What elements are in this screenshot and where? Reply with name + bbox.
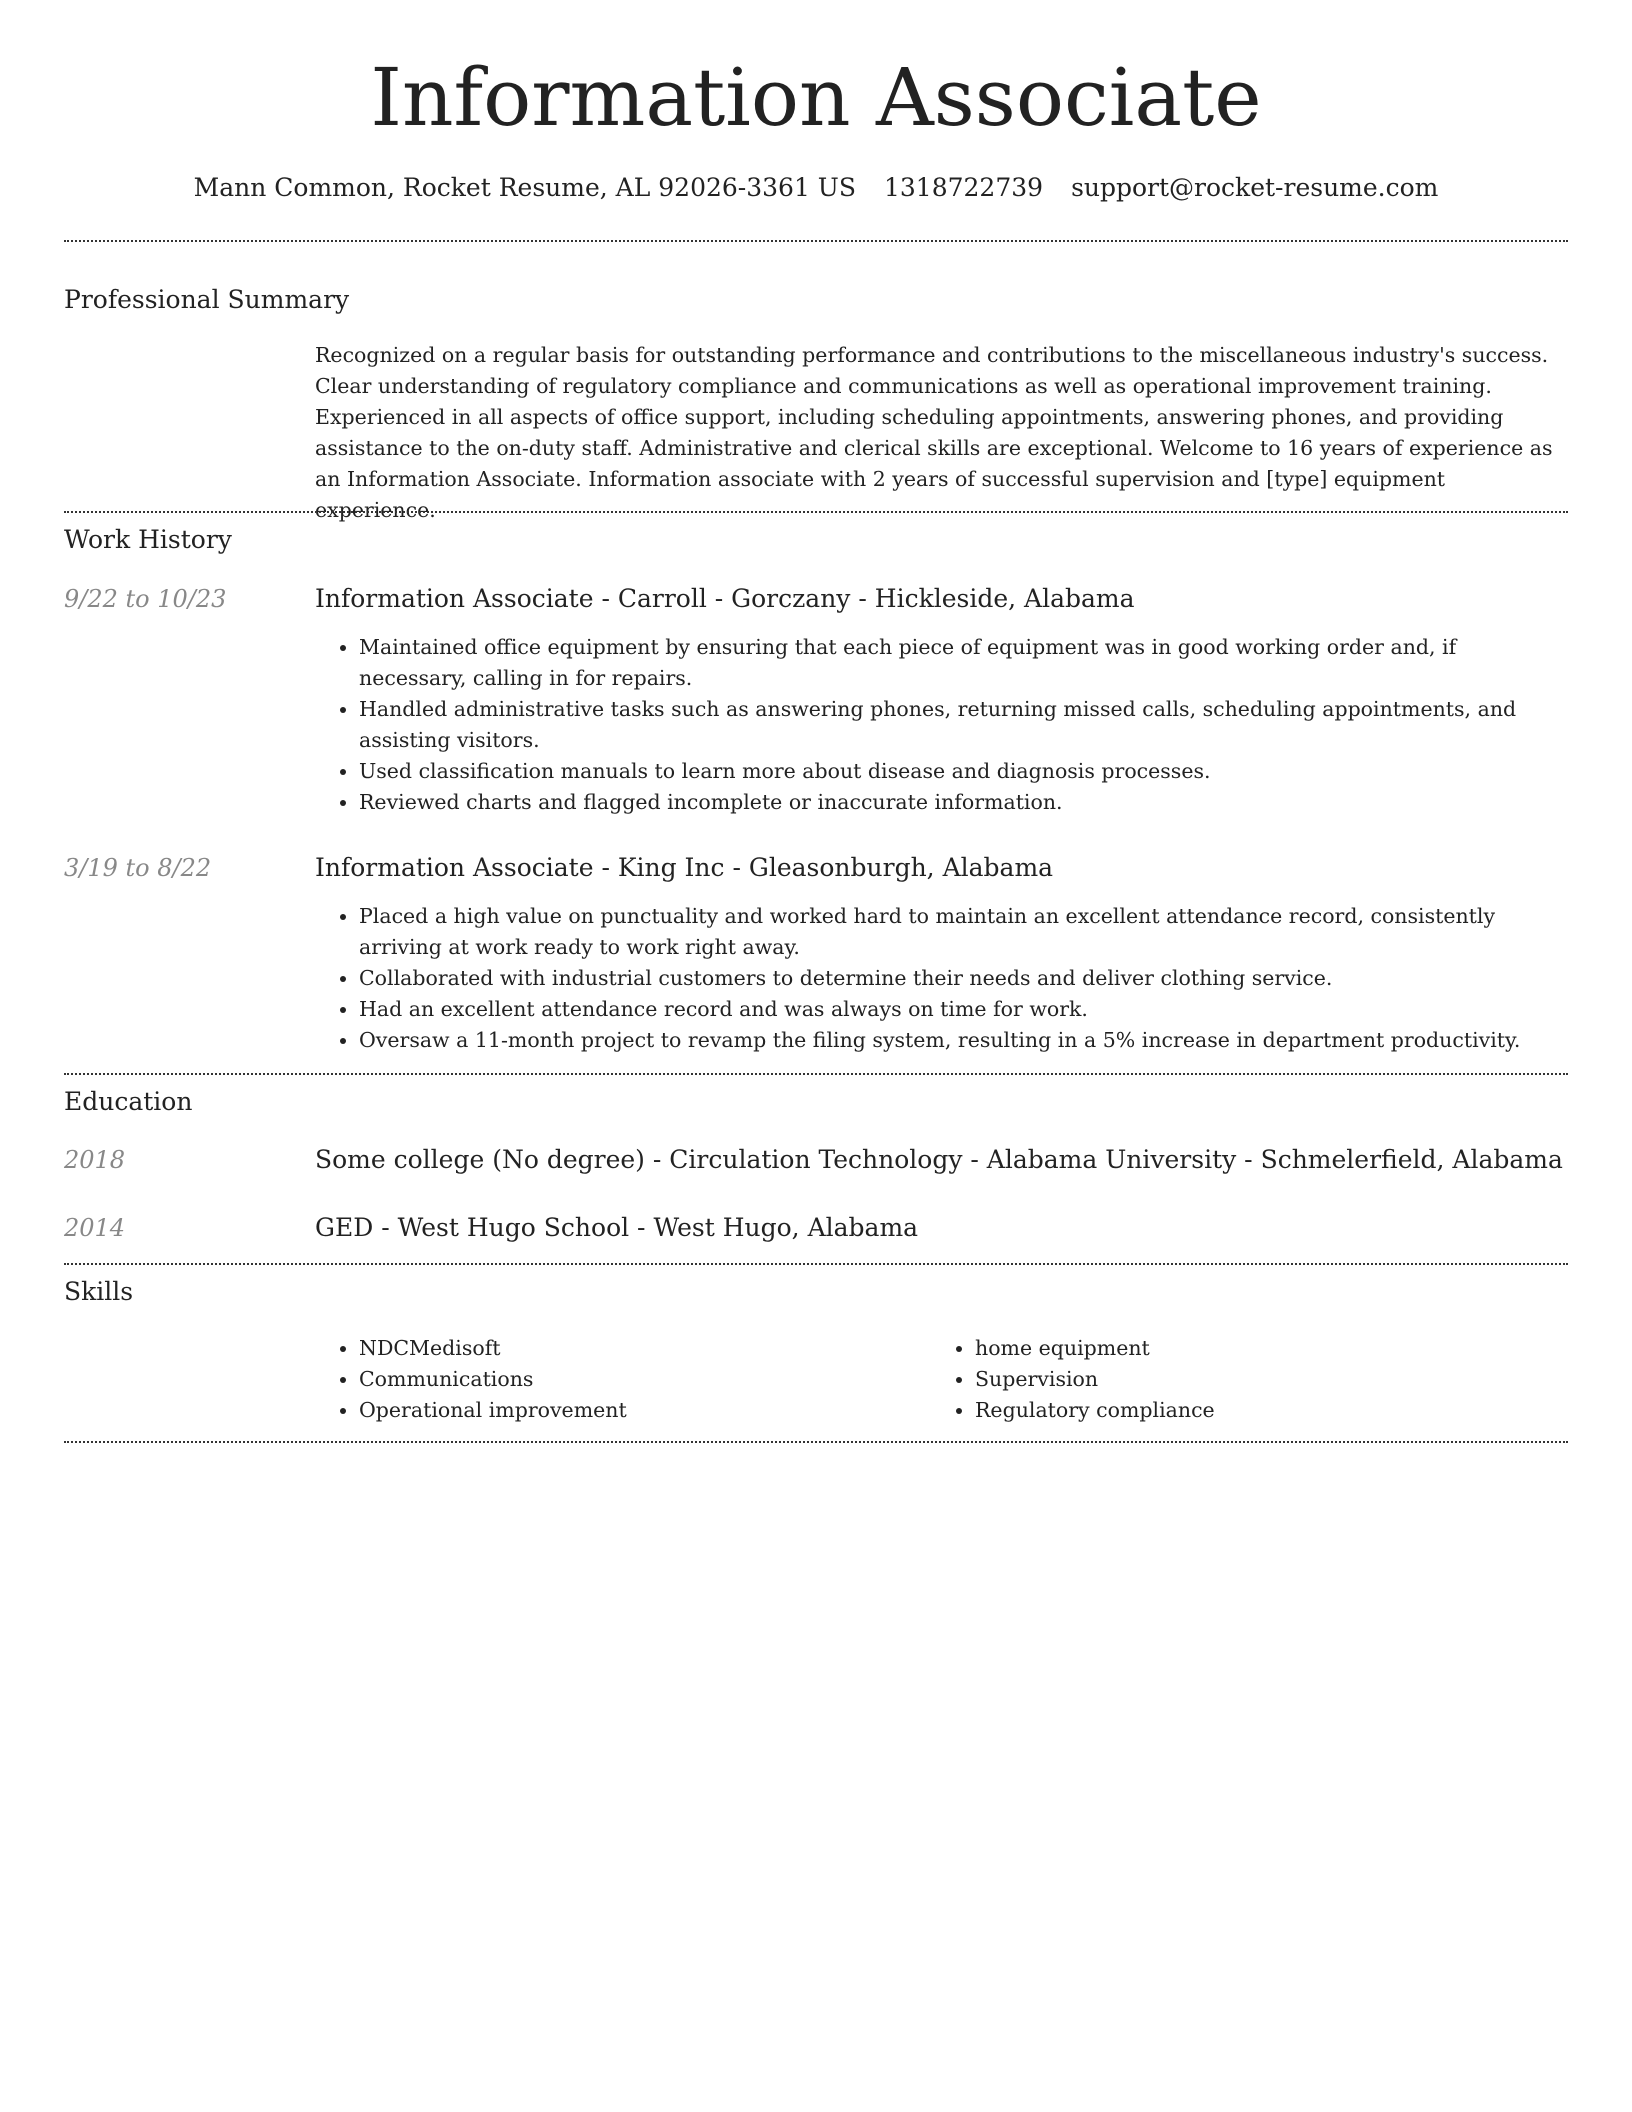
job-bullets xyxy=(315,901,1568,1056)
job-bullet: • Oversaw a 11-month project to revamp the filing system, resulting in a 5% increase in department productivity. xyxy=(359,1025,1568,1056)
skill-item: • Regulatory compliance xyxy=(975,1395,1568,1426)
skill-item: • NDCMedisoft xyxy=(359,1333,931,1364)
job-bullet: • Reviewed charts and flagged incomplete or inaccurate information. xyxy=(359,787,1568,818)
education-year: 2018 xyxy=(64,1146,126,1174)
skill-item: • Supervision xyxy=(975,1364,1568,1395)
job-bullet: • Used classification manuals to learn more about disease and diagnosis processes. xyxy=(359,756,1568,787)
summary-text: Recognized on a regular basis for outstanding performance and contributions to the miscellaneous industry's success. Clear understanding of regulatory compliance and communications as well as operational improvement training. Experienced in all aspects of office support, including scheduling appointments, answering phones, and providing assistance to the on-duty staff. Administrative and clerical skills are exceptional. Welcome to 16 years of experience as an Information Associate. Information associate with 2 years of successful supervision and [type] equipment experience. xyxy=(315,343,1553,522)
job-bullets xyxy=(315,632,1568,818)
education-year: 2014 xyxy=(64,1214,126,1242)
divider xyxy=(64,240,1568,242)
skills-list-right xyxy=(931,1333,1568,1426)
job-title: Information Associate - Carroll - Gorczany - Hickleside, Alabama xyxy=(315,584,1135,613)
contact-address: Mann Common, Rocket Resume, AL 92026-3361 US xyxy=(193,173,856,202)
divider xyxy=(64,1073,1568,1075)
work-history-heading: Work History xyxy=(64,525,232,554)
skill-item: • home equipment xyxy=(975,1333,1568,1364)
contact-phone: 1318722739 xyxy=(884,173,1044,202)
skill-item: • Operational improvement xyxy=(359,1395,931,1426)
skills-heading: Skills xyxy=(64,1277,134,1306)
job-title: Information Associate - King Inc - Gleasonburgh, Alabama xyxy=(315,853,1054,882)
skill-item: • Communications xyxy=(359,1364,931,1395)
education-entry: Some college (No degree) - Circulation Technology - Alabama University - Schmelerfield, Alabama xyxy=(315,1145,1563,1174)
contact-email: support@rocket-resume.com xyxy=(1071,173,1439,202)
skills-list-left xyxy=(315,1333,931,1426)
job-bullet: • Had an excellent attendance record and was always on time for work. xyxy=(359,994,1568,1025)
divider xyxy=(64,1441,1568,1443)
job-bullet: • Collaborated with industrial customers to determine their needs and deliver clothing service. xyxy=(359,963,1568,994)
job-dates: 9/22 to 10/23 xyxy=(64,585,227,613)
education-heading: Education xyxy=(64,1087,193,1116)
summary-heading: Professional Summary xyxy=(64,285,350,314)
contact-line xyxy=(64,170,1568,206)
job-dates: 3/19 to 8/22 xyxy=(64,854,212,882)
divider xyxy=(64,511,1568,513)
resume-title: Information Associate xyxy=(370,51,1262,144)
education-entry: GED - West Hugo School - West Hugo, Alabama xyxy=(315,1213,919,1242)
job-bullet: • Placed a high value on punctuality and worked hard to maintain an excellent attendance record, consistently arriving at work ready to work right away. xyxy=(359,901,1568,963)
job-bullet: • Maintained office equipment by ensuring that each piece of equipment was in good working order and, if necessary, calling in for repairs. xyxy=(359,632,1568,694)
divider xyxy=(64,1263,1568,1265)
job-bullet: • Handled administrative tasks such as answering phones, returning missed calls, scheduling appointments, and assisting visitors. xyxy=(359,694,1568,756)
